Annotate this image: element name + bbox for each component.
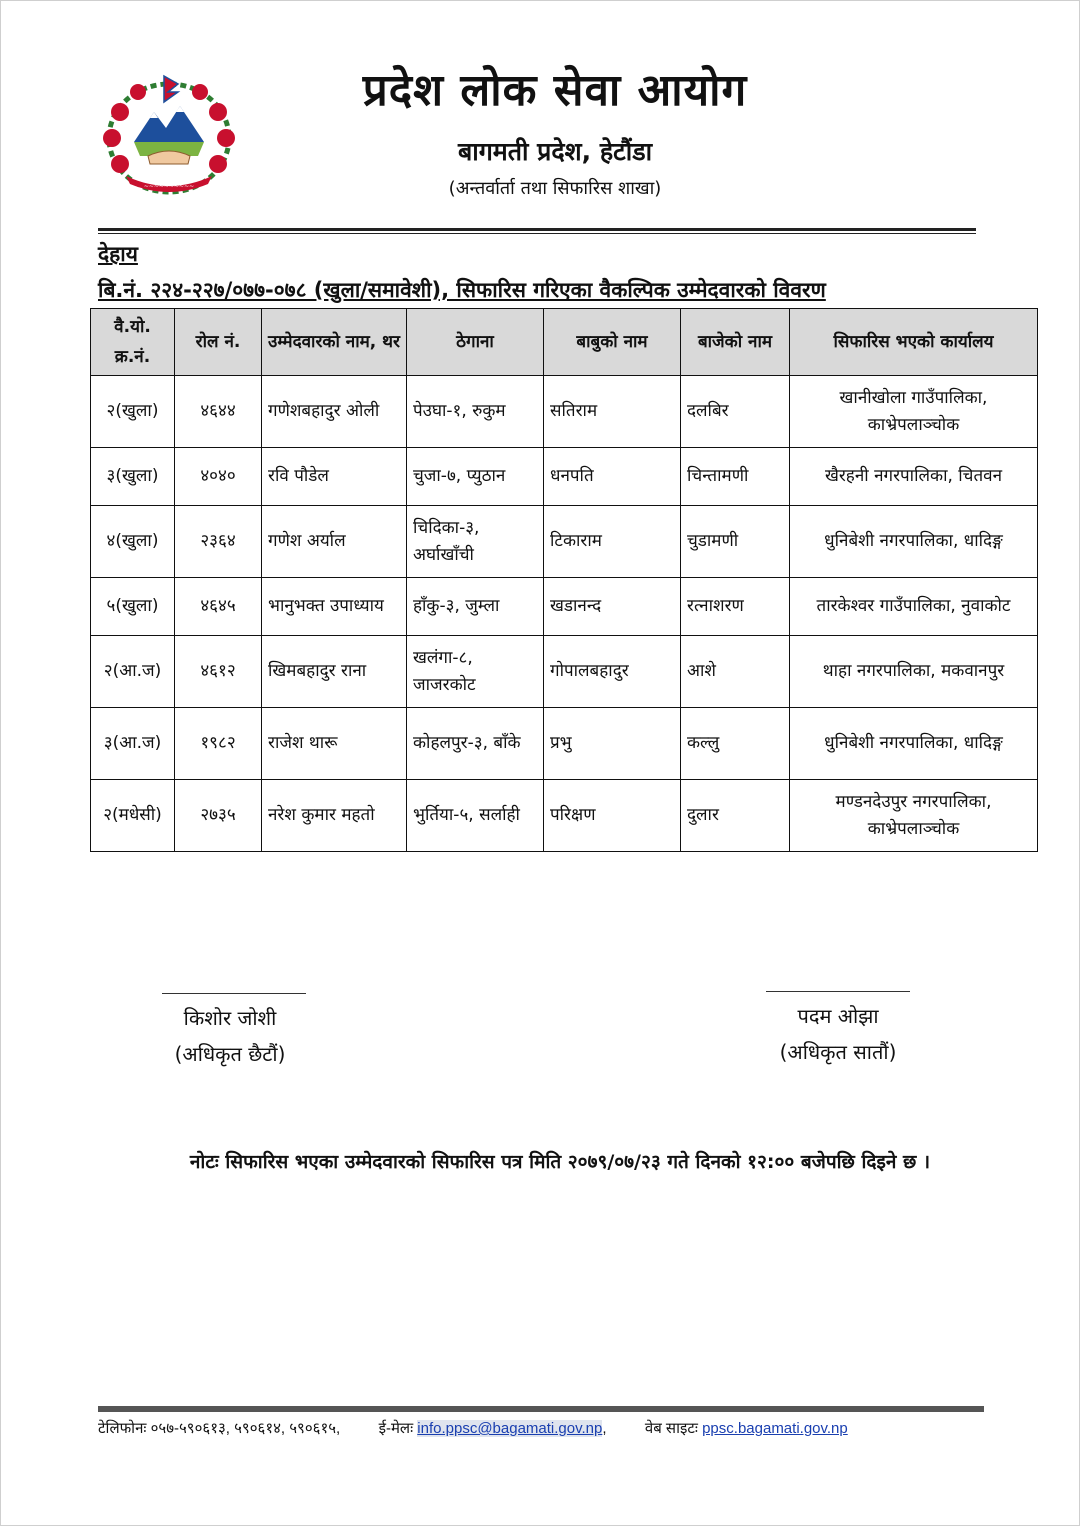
cell-father: परिक्षण (544, 780, 681, 852)
table-row (91, 448, 1038, 506)
cell-father: टिकाराम (544, 506, 681, 578)
cell-serial: २(मधेसी) (91, 780, 175, 852)
signatory-title-left: (अधिकृत छैटौं) (174, 1042, 286, 1066)
cell-office: धुनिबेशी नगरपालिका, धादिङ्ग (790, 506, 1038, 578)
cell-father: खडानन्द (544, 578, 681, 636)
cell-address: भुर्तिया-५, सर्लाही (407, 780, 544, 852)
cell-father: सतिराम (544, 376, 681, 448)
cell-name: भानुभक्त उपाध्याय (262, 578, 407, 636)
cell-father: गोपालबहादुर (544, 636, 681, 708)
phone-numbers: ०५७-५९०६१३, ५९०६१४, ५९०६१५, (150, 1420, 341, 1437)
cell-serial: २(खुला) (91, 376, 175, 448)
cell-address: पेउघा-१, रुकुम (407, 376, 544, 448)
signatory-name-right: पदम ओझा (797, 1004, 879, 1028)
website-link[interactable]: ppsc.bagamati.gov.np (702, 1420, 848, 1437)
cell-father: धनपति (544, 448, 681, 506)
cell-office: मण्डनदेउपुर नगरपालिका, काभ्रेपलाञ्चोक (790, 780, 1038, 852)
cell-address: खलंगा-८, जाजरकोट (407, 636, 544, 708)
signature-line-right (766, 991, 910, 992)
branch-name: (अन्तर्वार्ता तथा सिफारिस शाखा) (448, 178, 662, 199)
cell-name: रवि पौडेल (262, 448, 407, 506)
table-row (91, 376, 1038, 448)
col-header-address: ठेगाना (407, 309, 544, 376)
email-label: ई-मेलः (378, 1420, 414, 1437)
cell-grandfather: आशे (681, 636, 790, 708)
cell-roll: २३६४ (175, 506, 262, 578)
cell-father: प्रभु (544, 708, 681, 780)
cell-address: कोहलपुर-३, बाँके (407, 708, 544, 780)
col-header-father: बाबुको नाम (544, 309, 681, 376)
cell-roll: २७३५ (175, 780, 262, 852)
cell-grandfather: कल्लु (681, 708, 790, 780)
table-row (91, 506, 1038, 578)
phone-label: टेलिफोनः (98, 1420, 147, 1437)
cell-office: खैरहनी नगरपालिका, चितवन (790, 448, 1038, 506)
cell-office: खानीखोला गाउँपालिका, काभ्रेपलाञ्चोक (790, 376, 1038, 448)
note-text: नोटः सिफारिस भएका उम्मेदवारको सिफारिस पत्र मिति २०७९/०७/२३ गते दिनको १२:०० बजेपछि दिइने छ । (189, 1151, 931, 1173)
cell-serial: ३(खुला) (91, 448, 175, 506)
email-suffix: , (602, 1420, 607, 1437)
cell-roll: ४०४० (175, 448, 262, 506)
cell-roll: ४६४५ (175, 578, 262, 636)
svg-text:~~~~~~~~~~: ~~~~~~~~~~ (143, 183, 195, 190)
candidate-table (90, 308, 1038, 852)
table-row (91, 780, 1038, 852)
table-header-row (91, 309, 1038, 376)
cell-serial: ३(आ.ज) (91, 708, 175, 780)
table-row (91, 708, 1038, 780)
office-location: बागमती प्रदेश, हेटौंडा (457, 137, 653, 166)
cell-office: तारकेश्वर गाउँपालिका, नुवाकोट (790, 578, 1038, 636)
cell-serial: २(आ.ज) (91, 636, 175, 708)
cell-serial: ५(खुला) (91, 578, 175, 636)
header-divider (98, 228, 976, 231)
cell-roll: ४६१२ (175, 636, 262, 708)
cell-office: धुनिबेशी नगरपालिका, धादिङ्ग (790, 708, 1038, 780)
cell-grandfather: चिन्तामणी (681, 448, 790, 506)
header-divider-thin (98, 233, 976, 234)
col-header-name: उम्मेदवारको नाम, थर (262, 309, 407, 376)
contact-footer (98, 1418, 988, 1438)
signature-line-left (162, 993, 306, 994)
footer-divider (98, 1406, 984, 1412)
website-label: वेब साइटः (644, 1420, 698, 1437)
cell-name: खिमबहादुर राना (262, 636, 407, 708)
signatory-title-right: (अधिकृत सातौं) (779, 1040, 897, 1064)
email-link[interactable]: info.ppsc@bagamati.gov.np (417, 1420, 603, 1437)
cell-grandfather: दुलार (681, 780, 790, 852)
cell-address: चुजा-७, प्युठान (407, 448, 544, 506)
cell-name: गणेशबहादुर ओली (262, 376, 407, 448)
signatory-name-left: किशोर जोशी (183, 1006, 277, 1030)
cell-grandfather: चुडामणी (681, 506, 790, 578)
page-title: प्रदेश लोक सेवा आयोग (362, 65, 748, 116)
col-header-office: सिफारिस भएको कार्यालय (790, 309, 1038, 376)
cell-office: थाहा नगरपालिका, मकवानपुर (790, 636, 1038, 708)
cell-name: राजेश थारू (262, 708, 407, 780)
cell-serial: ४(खुला) (91, 506, 175, 578)
col-header-grandfather: बाजेको नाम (681, 309, 790, 376)
table-row (91, 636, 1038, 708)
annex-label: देहाय (98, 242, 138, 266)
col-header-serial: वै.यो. क्र.नं. (91, 309, 175, 376)
table-row (91, 578, 1038, 636)
cell-name: नरेश कुमार महतो (262, 780, 407, 852)
cell-roll: ४६४४ (175, 376, 262, 448)
cell-roll: १९८२ (175, 708, 262, 780)
table-heading: बि.नं. २२४-२२७/०७७-०७८ (खुला/समावेशी), सिफारिस गरिएका वैकल्पिक उम्मेदवारको विवरण (98, 278, 826, 302)
cell-grandfather: रत्नाशरण (681, 578, 790, 636)
col-header-roll: रोल नं. (175, 309, 262, 376)
cell-grandfather: दलबिर (681, 376, 790, 448)
cell-address: चिदिका-३, अर्घाखाँची (407, 506, 544, 578)
cell-name: गणेश अर्याल (262, 506, 407, 578)
cell-address: हाँकु-३, जुम्ला (407, 578, 544, 636)
